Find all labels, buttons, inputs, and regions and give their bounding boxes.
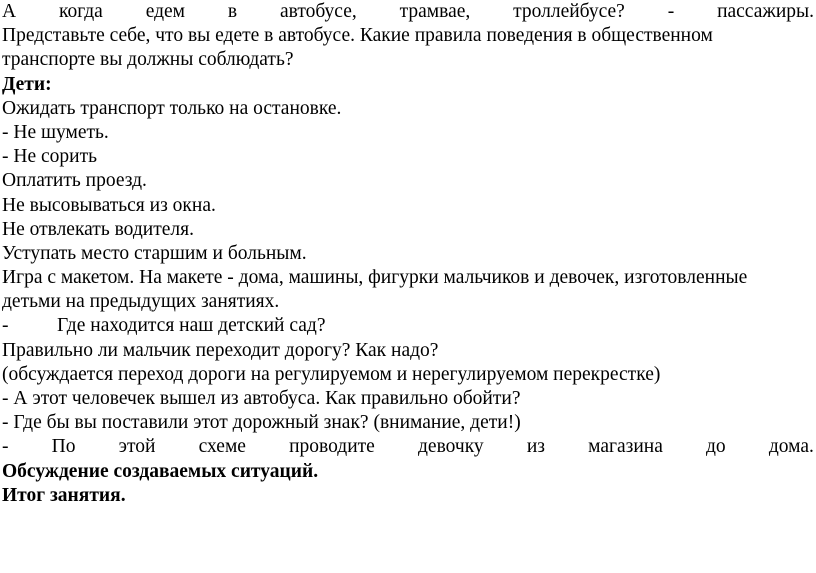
- intro-word: трамвае,: [399, 1, 471, 22]
- rule-item: Не отвлекать водителя.: [2, 218, 194, 240]
- intro-word: пассажиры.: [717, 1, 814, 22]
- rule-item: Не высовываться из окна.: [2, 194, 216, 216]
- scheme-word: этой: [118, 436, 156, 458]
- intro-line-3: транспорте вы должны соблюдать?: [2, 49, 294, 71]
- summary-heading: Итог занятия.: [2, 484, 126, 506]
- intro-line-2: Представьте себе, что вы едете в автобусе. Какие правила поведения в общественном: [2, 25, 713, 47]
- scheme-word: магазина: [588, 436, 663, 458]
- rule-item: Уступать место старшим и больным.: [2, 242, 307, 264]
- scheme-word: до: [706, 436, 726, 458]
- question-road-sign: - Где бы вы поставили этот дорожный знак? (внимание, дети!): [2, 412, 521, 434]
- scheme-word: проводите: [289, 436, 375, 458]
- question-bus-exit: - А этот человечек вышел из автобуса. Как правильно обойти?: [2, 388, 521, 409]
- intro-word: в: [227, 1, 238, 22]
- intro-line-1: [2, 0, 814, 24]
- intro-word: А: [2, 1, 17, 22]
- discussion-note: (обсуждается переход дороги на регулируемом и нерегулируемом перекрестке): [2, 363, 661, 385]
- intro-word: автобусе,: [279, 1, 357, 22]
- intro-word: троллейбусе?: [513, 1, 625, 22]
- question-text: Где находится наш детский сад?: [57, 315, 326, 337]
- rule-item: - Не сорить: [2, 146, 97, 168]
- children-heading: Дети:: [2, 73, 52, 95]
- scheme-word: По: [51, 436, 76, 458]
- scheme-word: -: [2, 436, 9, 458]
- rule-item: Ожидать транспорт только на остановке.: [2, 97, 342, 119]
- intro-word: едем: [145, 1, 186, 22]
- list-dash: -: [2, 315, 9, 337]
- document-page: [2, 0, 814, 508]
- game-line-1: Игра с макетом. На макете - дома, машины, фигурки мальчиков и девочек, изготовленные: [2, 267, 748, 289]
- rule-item: Оплатить проезд.: [2, 170, 147, 192]
- scheme-word: из: [526, 436, 545, 458]
- scheme-word: девочку: [418, 436, 484, 458]
- question-crossing: Правильно ли мальчик переходит дорогу? Как надо?: [2, 339, 439, 361]
- question-scheme: [2, 435, 814, 459]
- scheme-word: схеме: [198, 436, 246, 458]
- scheme-word: дома.: [768, 436, 814, 458]
- intro-word: -: [667, 1, 675, 22]
- intro-word: когда: [58, 1, 103, 22]
- game-line-2: детьми на предыдущих занятиях.: [2, 291, 280, 313]
- question-kindergarten: [2, 314, 814, 338]
- discussion-heading: Обсуждение создаваемых ситуаций.: [2, 460, 319, 482]
- rule-item: - Не шуметь.: [2, 121, 109, 143]
